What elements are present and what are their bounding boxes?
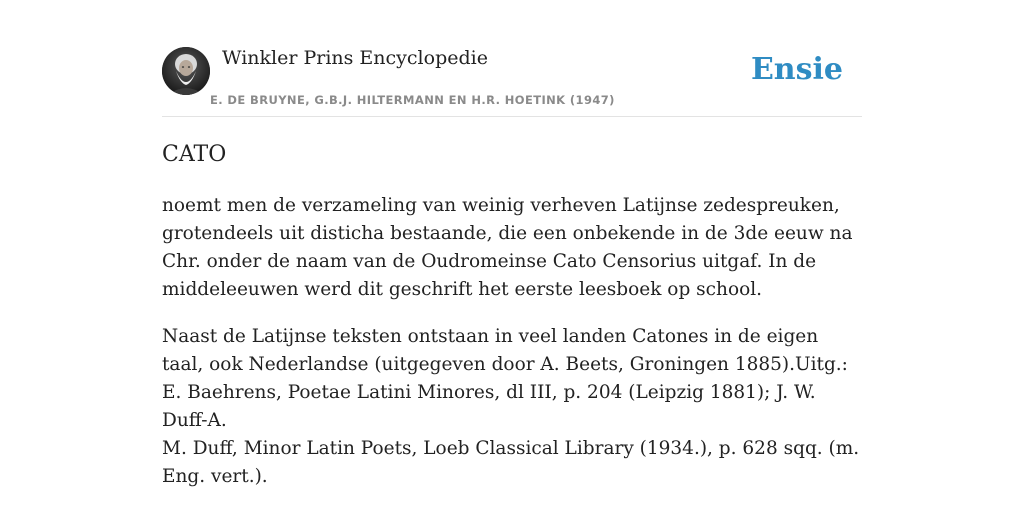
ensie-logo-link[interactable]: Ensie xyxy=(750,52,843,87)
article-title: CATO xyxy=(162,142,227,167)
authors-byline: E. DE BRUYNE, G.B.J. HILTERMANN EN H.R. HOETINK (1947) xyxy=(210,93,615,107)
article-paragraph-2: Naast de Latijnse teksten ontstaan in veel landen Catones in de eigen taal, ook Nederlandse (uitgegeven door A. Beets, Groningen 1885).Uitg.: E. Baehrens, Poetae Latini Minores, dl III, p. 204 (Leipzig 1881); J. W. Duff-A. xyxy=(162,326,848,431)
portrait-image-icon xyxy=(162,47,210,95)
header xyxy=(162,46,862,117)
author-portrait-avatar xyxy=(162,47,210,95)
encyclopedia-title[interactable]: Winkler Prins Encyclopedie xyxy=(222,47,488,69)
article-paragraph-1: noemt men de verzameling van weinig verheven Latijnse zedespreuken, grotendeels uit disticha bestaande, die een onbekende in de 3de eeuw na Chr. onder de naam van de Oudromeinse Cato Censorius uitgaf. In de middeleeuwen werd dit geschrift het eerste leesboek op school. xyxy=(162,195,853,300)
article-paragraph-3: M. Duff, Minor Latin Poets, Loeb Classical Library (1934.), p. 628 sqq. (m. Eng. vert.). xyxy=(162,438,860,487)
